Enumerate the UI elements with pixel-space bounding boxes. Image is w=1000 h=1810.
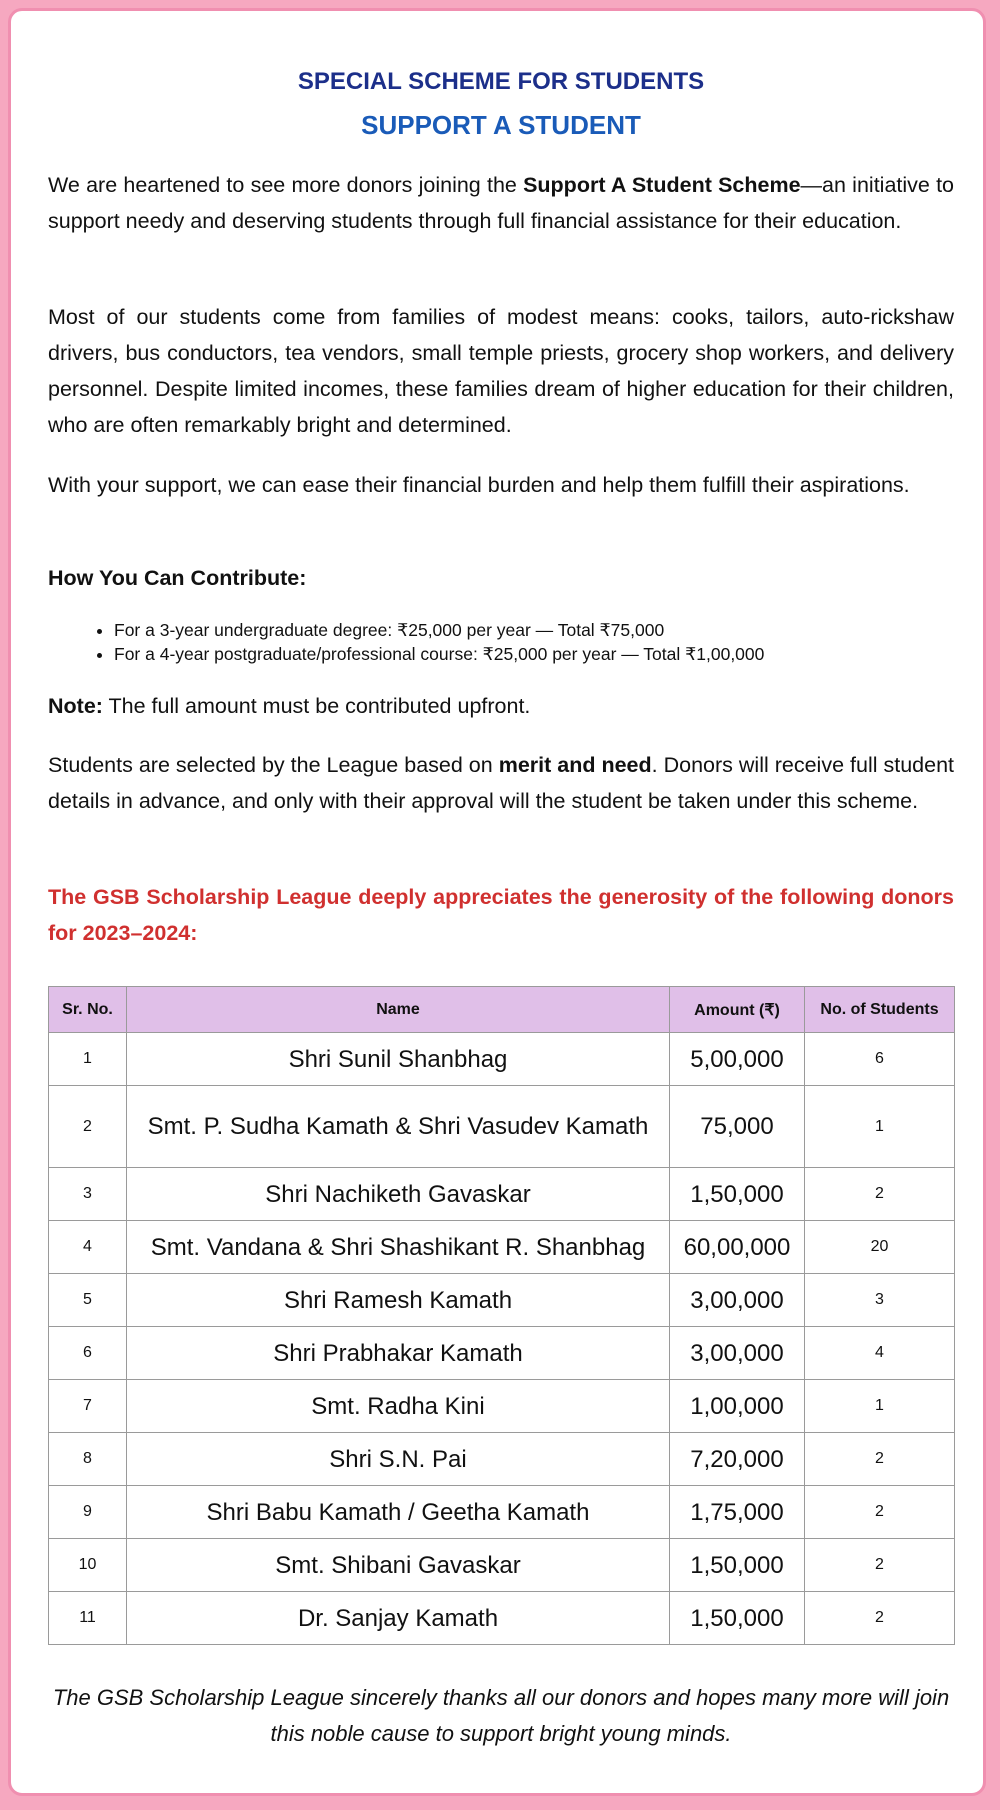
table-header-row bbox=[49, 987, 955, 1033]
intro-text-start: We are heartened to see more donors joining the bbox=[48, 173, 524, 197]
cell-amount: 3,00,000 bbox=[670, 1274, 805, 1327]
cell-name: Shri Nachiketh Gavaskar bbox=[127, 1168, 670, 1221]
page-subtitle: SUPPORT A STUDENT bbox=[361, 110, 641, 140]
table-row bbox=[49, 1168, 955, 1221]
appreciation-heading: The GSB Scholarship League deeply appreciates the generosity of the following donors for 2023–2024: bbox=[48, 885, 954, 945]
cell-amount: 3,00,000 bbox=[670, 1327, 805, 1380]
donors-table bbox=[48, 986, 955, 1645]
table-row bbox=[49, 1380, 955, 1433]
cell-students: 2 bbox=[805, 1539, 955, 1592]
selection-text-start: Students are selected by the League based on bbox=[48, 753, 499, 777]
cell-sr-no: 3 bbox=[49, 1168, 127, 1221]
cell-students: 1 bbox=[805, 1086, 955, 1168]
cell-sr-no: 1 bbox=[49, 1033, 127, 1086]
page-title: SPECIAL SCHEME FOR STUDENTS bbox=[297, 68, 705, 95]
cell-sr-no: 10 bbox=[49, 1539, 127, 1592]
cell-sr-no: 2 bbox=[49, 1086, 127, 1168]
cell-name: Smt. P. Sudha Kamath & Shri Vasudev Kamath bbox=[127, 1086, 670, 1168]
intro-text-end: —an initiative to support needy and deserving students through full financial assistance for their education. bbox=[48, 173, 954, 233]
cell-amount: 60,00,000 bbox=[670, 1221, 805, 1274]
table-row bbox=[49, 1486, 955, 1539]
cell-sr-no: 8 bbox=[49, 1433, 127, 1486]
cell-students: 4 bbox=[805, 1327, 955, 1380]
cell-name: Shri Ramesh Kamath bbox=[127, 1274, 670, 1327]
cell-students: 2 bbox=[805, 1168, 955, 1221]
cell-students: 3 bbox=[805, 1274, 955, 1327]
cell-students: 2 bbox=[805, 1592, 955, 1645]
table-row bbox=[49, 1274, 955, 1327]
cell-name: Dr. Sanjay Kamath bbox=[127, 1592, 670, 1645]
cell-name: Smt. Vandana & Shri Shashikant R. Shanbhag bbox=[127, 1221, 670, 1274]
cell-students: 1 bbox=[805, 1380, 955, 1433]
cell-sr-no: 9 bbox=[49, 1486, 127, 1539]
contribute-item-undergrad: • For a 3-year undergraduate degree: ₹25,000 per year — Total ₹75,000 bbox=[114, 618, 764, 642]
cell-sr-no: 7 bbox=[49, 1380, 127, 1433]
cell-students: 2 bbox=[805, 1433, 955, 1486]
cell-amount: 5,00,000 bbox=[670, 1033, 805, 1086]
contribute-heading: How You Can Contribute: bbox=[48, 566, 307, 590]
header-students: No. of Students bbox=[805, 987, 955, 1033]
cell-name: Shri Babu Kamath / Geetha Kamath bbox=[127, 1486, 670, 1539]
table-row bbox=[49, 1086, 955, 1168]
families-paragraph: Most of our students come from families of modest means: cooks, tailors, auto-rickshaw drivers, bus conductors, tea vendors, small temple priests, grocery shop workers, and delivery personnel. Despite limited incomes, these families dream of higher education for their children, who are often remarkably bright and determined. bbox=[48, 305, 954, 437]
cell-amount: 7,20,000 bbox=[670, 1433, 805, 1486]
cell-name: Smt. Radha Kini bbox=[127, 1380, 670, 1433]
table-row bbox=[49, 1033, 955, 1086]
note-label: Note: bbox=[48, 694, 103, 718]
table-row bbox=[49, 1327, 955, 1380]
cell-sr-no: 5 bbox=[49, 1274, 127, 1327]
cell-sr-no: 6 bbox=[49, 1327, 127, 1380]
cell-name: Smt. Shibani Gavaskar bbox=[127, 1539, 670, 1592]
contribute-list bbox=[78, 618, 764, 666]
table-row bbox=[49, 1221, 955, 1274]
table-row bbox=[49, 1433, 955, 1486]
closing-message: The GSB Scholarship League sincerely thanks all our donors and hopes many more will join this noble cause to support bright young minds. bbox=[52, 1685, 950, 1746]
cell-amount: 1,50,000 bbox=[670, 1592, 805, 1645]
scheme-name: Support A Student Scheme bbox=[523, 173, 801, 197]
cell-amount: 1,50,000 bbox=[670, 1168, 805, 1221]
header-amount: Amount (₹) bbox=[670, 987, 805, 1033]
header-sr-no: Sr. No. bbox=[49, 987, 127, 1033]
note-paragraph bbox=[48, 688, 954, 724]
selection-paragraph bbox=[48, 747, 954, 819]
cell-name: Shri S.N. Pai bbox=[127, 1433, 670, 1486]
table-row bbox=[49, 1592, 955, 1645]
support-paragraph: With your support, we can ease their financial burden and help them fulfill their aspirations. bbox=[48, 473, 910, 497]
cell-amount: 1,50,000 bbox=[670, 1539, 805, 1592]
cell-sr-no: 11 bbox=[49, 1592, 127, 1645]
cell-sr-no: 4 bbox=[49, 1221, 127, 1274]
cell-amount: 75,000 bbox=[670, 1086, 805, 1168]
cell-name: Shri Sunil Shanbhag bbox=[127, 1033, 670, 1086]
cell-students: 20 bbox=[805, 1221, 955, 1274]
cell-amount: 1,00,000 bbox=[670, 1380, 805, 1433]
page-card bbox=[8, 8, 986, 1796]
cell-amount: 1,75,000 bbox=[670, 1486, 805, 1539]
intro-paragraph bbox=[48, 167, 954, 239]
cell-students: 2 bbox=[805, 1486, 955, 1539]
cell-name: Shri Prabhakar Kamath bbox=[127, 1327, 670, 1380]
contribute-item-postgrad: • For a 4-year postgraduate/professional course: ₹25,000 per year — Total ₹1,00,000 bbox=[114, 642, 764, 666]
selection-text-end: . Donors will receive full student details in advance, and only with their approval will the student be taken under this scheme. bbox=[48, 753, 955, 813]
header-name: Name bbox=[127, 987, 670, 1033]
note-text: The full amount must be contributed upfront. bbox=[102, 694, 531, 718]
table-row bbox=[49, 1539, 955, 1592]
cell-students: 6 bbox=[805, 1033, 955, 1086]
selection-criteria: merit and need bbox=[498, 753, 652, 777]
